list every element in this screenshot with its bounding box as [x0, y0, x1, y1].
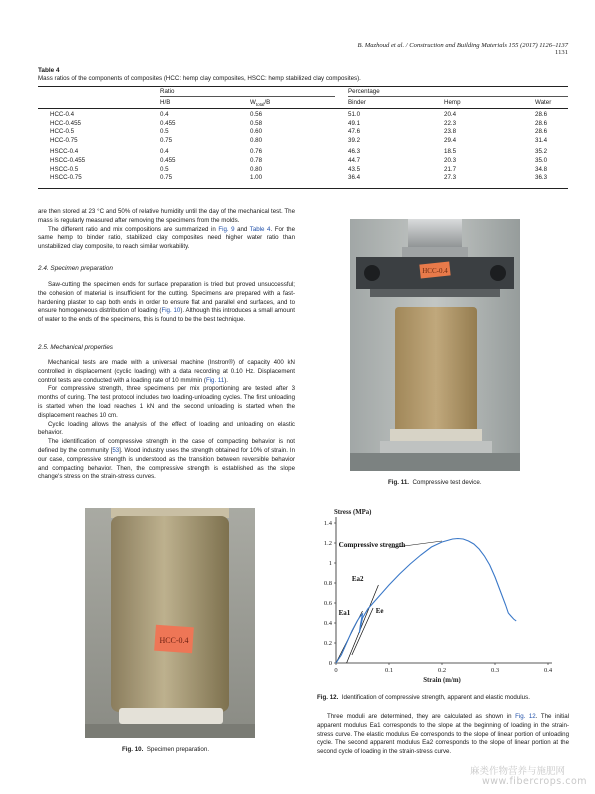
- table-caption: Mass ratios of the components of composites (HCC: hemp clay composites, HSCC: hemp stabilized clay composites).: [38, 75, 361, 82]
- y-tick-label: 0.6: [323, 600, 332, 608]
- paragraph-specimen-prep: Saw-cutting the specimen ends for surface preparation is tried but proved unsuccessful; the cohesion of material is insufficient for the cutting. Specimens are prepared with a fast-hardening plaster to cap both ends in order to ensure flat and parallel end surfaces, and to ensure homogeneous distribution of loading (Fig. 10). Although this introduces a small amount of water to the ends of the specimens, this is found to be the best technique.: [38, 281, 295, 324]
- table-top-rule: [38, 86, 568, 87]
- fig12-caption-text: Identification of compressive strength, apparent and elastic modulus.: [341, 694, 530, 701]
- annotation-ea2: Ea2: [351, 575, 364, 583]
- table-row-label: HCC-0.5: [50, 128, 75, 136]
- table-cell: 0.76: [250, 148, 263, 156]
- ref-fig12-link[interactable]: Fig. 12: [515, 713, 536, 720]
- table-cell: 18.5: [444, 148, 457, 156]
- table-cell: 36.3: [535, 174, 548, 182]
- table-cell: 51.0: [348, 111, 361, 118]
- body-text-mechanical: [38, 359, 295, 482]
- table-cell: 0.78: [250, 157, 263, 164]
- test-device-illustration: [350, 219, 520, 471]
- annotation-compressive-strength: Compressive strength: [338, 541, 406, 549]
- y-tick-label: 0.8: [323, 580, 332, 588]
- y-tick-label: 0.2: [323, 640, 332, 648]
- fig10-specimen-tag: HCC-0.4: [159, 636, 189, 645]
- table-cell: 0.60: [250, 128, 263, 136]
- table-cell: 44.7: [348, 157, 361, 164]
- paragraph-storage: are then stored at 23 °C and 50% of relative humidity until the day of the mechanical test. The mass is regularly measured after removing the specimens from the molds.: [38, 208, 295, 224]
- x-tick-label: 0.4: [543, 667, 553, 674]
- table-header-rule: [38, 108, 568, 109]
- y-tick-label: 1: [328, 560, 332, 568]
- x-tick-label: 0: [334, 667, 338, 674]
- table-row-label: HSCC-0.4: [50, 148, 79, 156]
- stress-strain-chart: [310, 505, 568, 695]
- paragraph-mix: The different ratio and mix compositions are summarized in Fig. 9 and Table 4. For the same hemp to binder ratio, stabilized clay composites need higher water ratio than unstabilized clay composite, to reach similar workability.: [38, 225, 296, 251]
- annotation-ea1: Ea1: [338, 609, 351, 617]
- table-row-label: HCC-0.455: [50, 119, 81, 127]
- table-cell: 36.4: [348, 174, 361, 182]
- section-heading-mechanical: 2.5. Mechanical properties: [38, 344, 113, 351]
- paragraph-protocol: For compressive strength, three specimens per mix proportioning are tested after 3 months of curing. The test protocol includes two loading-unloading cycles. The first unloading is started when the load reaches 1 kN and the second unloading is started when the displacement reaches 10 cm.: [38, 385, 295, 419]
- table-row-label: HSCC-0.455: [50, 157, 86, 164]
- table-cell: 0.56: [250, 111, 263, 118]
- body-text-moduli: [317, 713, 569, 757]
- annotation-ee: Ee: [375, 607, 384, 615]
- y-tick-label: 1.4: [323, 520, 332, 528]
- fig11-photo: [350, 219, 520, 471]
- body-text-specimen: [38, 281, 295, 325]
- y-tick-label: 0.4: [323, 620, 332, 628]
- table-cell: 46.3: [348, 148, 361, 156]
- table-cell: 28.6: [535, 111, 548, 118]
- table-cell: 23.8: [444, 128, 457, 136]
- paragraph-machine: Mechanical tests are made with a universal machine (Instron®) of capacity 400 kN controlled in displacement (cyclic loading) with a data recording at 0.10 Hz. Displacement control tests are conducted with a loading rate of 10 mm/min (Fig. 11).: [38, 359, 295, 384]
- table-row-label: HSCC-0.75: [50, 174, 82, 182]
- table-cell: 27.3: [444, 174, 457, 182]
- table-cell: 49.1: [348, 119, 361, 127]
- specimen-illustration: [85, 508, 255, 738]
- x-tick-label: 0.3: [490, 667, 500, 674]
- group-header-percentage: Percentage: [348, 88, 380, 95]
- x-tick-label: 0.1: [384, 667, 394, 674]
- x-axis-label: Strain (m/m): [423, 677, 461, 684]
- table-cell: 0.80: [250, 136, 263, 144]
- table-cell: 35.2: [535, 148, 548, 156]
- y-tick-label: 1.2: [323, 540, 332, 548]
- stress-strain-curve: [336, 539, 516, 664]
- paragraph-strength: The identification of compressive strength in the case of compacting behavior is not defined by the community [53]. Wood industry uses the strength obtained for 10% of strain. In our case, compressive strength is understood as the transition between reversible behavior and compacting behavior. Then, the compressive strength is established as the slope change's stress on the strain-stress curves.: [38, 438, 295, 481]
- col-header-hb: H/B: [160, 99, 171, 106]
- group-header-ratio: Ratio: [160, 88, 175, 95]
- table-cell: 28.6: [535, 119, 548, 127]
- table-cell: 0.4: [160, 111, 169, 118]
- col-header-binder: Binder: [348, 99, 366, 106]
- col-header-wtotal: $W_{total}/B$: [250, 99, 271, 108]
- watermark-cn: 麻类作物营养与施肥网: [470, 766, 566, 777]
- paragraph-moduli: Three moduli are determined, they are calculated as shown in Fig. 12. The initial apparent modulus Ea1 corresponds to the slope at the beginning of loading in the strain-stress curve. The elastic modulus Ee corresponds to the slope of linear portion of unloading cycle. The second apparent modulus Ea2 corresponds to the slope of linear portion at the second cycle of loading in the strain-stress curve.: [317, 713, 569, 756]
- fig11-specimen-tag: HCC-0.4: [422, 267, 448, 275]
- fig11-caption-text: Compressive test device.: [412, 479, 482, 486]
- table-cell: 29.4: [444, 136, 457, 144]
- section-heading-specimen-preparation: 2.4. Specimen preparation: [38, 265, 113, 272]
- fig10-caption: [122, 746, 209, 753]
- table-row-label: HSCC-0.5: [50, 165, 79, 173]
- page-number-visible: 1131: [555, 49, 568, 56]
- ref-fig10-link[interactable]: Fig. 10: [161, 307, 181, 315]
- table-cell: 0.455: [160, 157, 176, 164]
- y-axis-label: Stress (MPa): [334, 509, 372, 516]
- table-cell: 28.6: [535, 128, 548, 136]
- table-cell: 31.4: [535, 136, 548, 144]
- y-tick-label: 0: [328, 660, 332, 668]
- table-cell: 20.3: [444, 157, 457, 164]
- table-cell: 47.6: [348, 128, 361, 136]
- table-cell: 34.8: [535, 165, 548, 173]
- table-cell: 35.0: [535, 157, 548, 164]
- running-header: B. Mazhoud et al. / Construction and Building Materials 155 (2017) 1126–1137: [357, 42, 568, 49]
- table-cell: 22.3: [444, 119, 457, 127]
- ref-53-link[interactable]: 53: [112, 446, 120, 454]
- table-cell: 39.2: [348, 136, 361, 144]
- table-cell: 0.5: [160, 128, 169, 136]
- table-bottom-rule: [38, 188, 568, 189]
- table-cell: 0.75: [160, 174, 173, 182]
- table-cell: 0.75: [160, 136, 173, 144]
- table-cell: 1.00: [250, 174, 263, 182]
- table-cell: 0.58: [250, 119, 263, 127]
- table-cell: 0.455: [160, 119, 176, 127]
- tangent-ea2: [347, 585, 379, 663]
- fig12-chart: [310, 505, 568, 695]
- fig10-caption-text: Specimen preparation.: [146, 746, 210, 753]
- group-rule-ratio: [160, 96, 335, 97]
- table-cell: 0.5: [160, 165, 169, 173]
- watermark-url: www.fibercrops.com: [482, 776, 588, 787]
- group-rule-percentage: [348, 96, 568, 97]
- paragraph-cyclic: Cyclic loading allows the analysis of the effect of loading and unloading on elastic behavior.: [38, 420, 295, 437]
- x-tick-label: 0.2: [437, 667, 447, 674]
- body-text-top: [38, 208, 295, 252]
- table-cell: 43.5: [348, 165, 361, 173]
- col-header-water: Water: [535, 99, 552, 106]
- fig12-caption: [317, 694, 530, 701]
- fig10-photo: [85, 508, 255, 738]
- table-cell: 20.4: [444, 111, 457, 118]
- table-row-label: HCC-0.75: [50, 136, 78, 144]
- ref-fig9-link[interactable]: Fig. 9: [218, 225, 235, 233]
- table-cell: 0.80: [250, 165, 263, 173]
- fig11-caption: [388, 479, 482, 486]
- ref-table4-link[interactable]: Table 4: [249, 225, 271, 233]
- table-cell: 0.4: [160, 148, 169, 156]
- fig10-label: Fig. 10.: [122, 746, 144, 753]
- fig12-label: Fig. 12.: [317, 694, 339, 701]
- table-label: Table 4: [38, 67, 60, 74]
- fig11-label: Fig. 11.: [388, 479, 409, 486]
- table-row-label: HCC-0.4: [50, 111, 75, 118]
- col-header-hemp: Hemp: [444, 99, 461, 106]
- table-cell: 21.7: [444, 165, 457, 173]
- ref-fig11-link[interactable]: Fig. 11: [205, 376, 225, 384]
